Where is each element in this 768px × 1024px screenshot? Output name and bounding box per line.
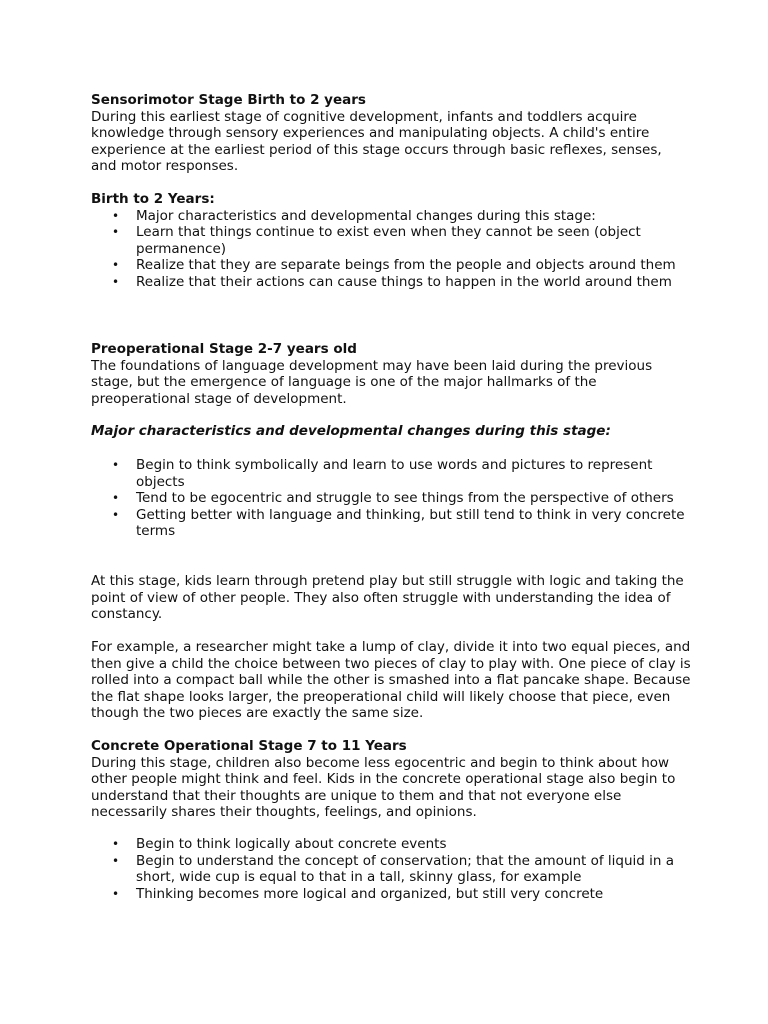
concrete-list-block (91, 836, 691, 902)
list-item (91, 208, 691, 225)
list-item-text: Major characteristics and developmental changes during this stage: (136, 207, 596, 224)
preoperational-paragraph-3-block (91, 639, 691, 722)
concrete-paragraph: During this stage, children also become less egocentric and begin to think about how other people might think and feel. Kids in the concrete operational stage also begin to understand that their thoughts are unique to them and that not everyone else necessarily shares their thoughts, feelings, and opinions. (91, 754, 676, 821)
list-item-text: Begin to think symbolically and learn to use words and pictures to represent objects (136, 457, 653, 490)
list-item (91, 886, 691, 903)
concrete-list (91, 836, 691, 902)
concrete-section (91, 738, 691, 821)
preoperational-paragraph: The foundations of language development may have been laid during the previous stage, but the emergence of language is one of the major hallmarks of the preoperational stage of development. (91, 357, 653, 407)
preoperational-heading: Preoperational Stage 2-7 years old (91, 341, 357, 357)
list-item (91, 274, 691, 291)
bullet-icon: • (112, 274, 120, 289)
preoperational-section (91, 341, 691, 407)
bullet-icon: • (112, 258, 120, 273)
bullet-icon: • (112, 837, 120, 851)
preoperational-list (91, 457, 691, 540)
preoperational-paragraph-3: For example, a researcher might take a lump of clay, divide it into two equal pieces, and then give a child the choice between two pieces of clay to play with. One piece of clay is rolled into a compact ball while the other is smashed into a flat pancake shape. Because the flat shape looks larger, the preoperational child will likely choose that piece, even though the two pieces are exactly the same size. (91, 639, 691, 722)
preoperational-subheading: Major characteristics and developmental changes during this stage: (91, 423, 611, 439)
bullet-icon: • (112, 886, 120, 901)
bullet-icon: • (112, 208, 120, 223)
birth-to-two-section (91, 191, 691, 291)
list-item (91, 257, 691, 274)
bullet-icon: • (112, 225, 120, 240)
list-item (91, 507, 691, 540)
preoperational-paragraph-2: At this stage, kids learn through pretend play but still struggle with logic and taking the point of view of other people. They also often struggle with understanding the idea of constancy. (91, 573, 684, 623)
bullet-icon: • (112, 491, 120, 506)
list-item (91, 836, 691, 853)
bullet-icon: • (112, 458, 120, 472)
list-item-text: Thinking becomes more logical and organized, but still very concrete (136, 885, 604, 902)
bullet-icon: • (112, 507, 120, 522)
list-item-text: Realize that they are separate beings from the people and objects around them (136, 257, 676, 274)
list-item (91, 457, 691, 490)
list-item (91, 853, 691, 886)
sensorimotor-paragraph: During this earliest stage of cognitive development, infants and toddlers acquire knowledge through sensory experiences and manipulating objects. A child's entire experience at the earliest period of this stage occurs through basic reflexes, senses, and motor responses. (91, 108, 662, 175)
list-item (91, 490, 691, 507)
list-item-text: Begin to think logically about concrete events (136, 836, 447, 852)
list-item-text: Tend to be egocentric and struggle to see things from the perspective of others (136, 490, 674, 507)
preoperational-subheading-block (91, 423, 691, 440)
preoperational-paragraph-2-block (91, 573, 691, 623)
list-item-text: Learn that things continue to exist even when they cannot be seen (object permanence) (136, 224, 641, 257)
sensorimotor-heading: Sensorimotor Stage Birth to 2 years (91, 92, 366, 108)
sensorimotor-section (91, 92, 691, 175)
list-item (91, 224, 691, 257)
concrete-heading: Concrete Operational Stage 7 to 11 Years (91, 738, 407, 754)
bullet-icon: • (112, 853, 120, 868)
list-item-text: Begin to understand the concept of conservation; that the amount of liquid in a short, wide cup is equal to that in a tall, skinny glass, for example (136, 852, 675, 886)
list-item-text: Realize that their actions can cause things to happen in the world around them (136, 273, 672, 290)
preoperational-list-block (91, 457, 691, 540)
birth-to-two-list (91, 208, 691, 291)
list-item-text: Getting better with language and thinking, but still tend to think in very concrete terms (136, 506, 685, 540)
birth-to-two-heading: Birth to 2 Years: (91, 191, 215, 207)
